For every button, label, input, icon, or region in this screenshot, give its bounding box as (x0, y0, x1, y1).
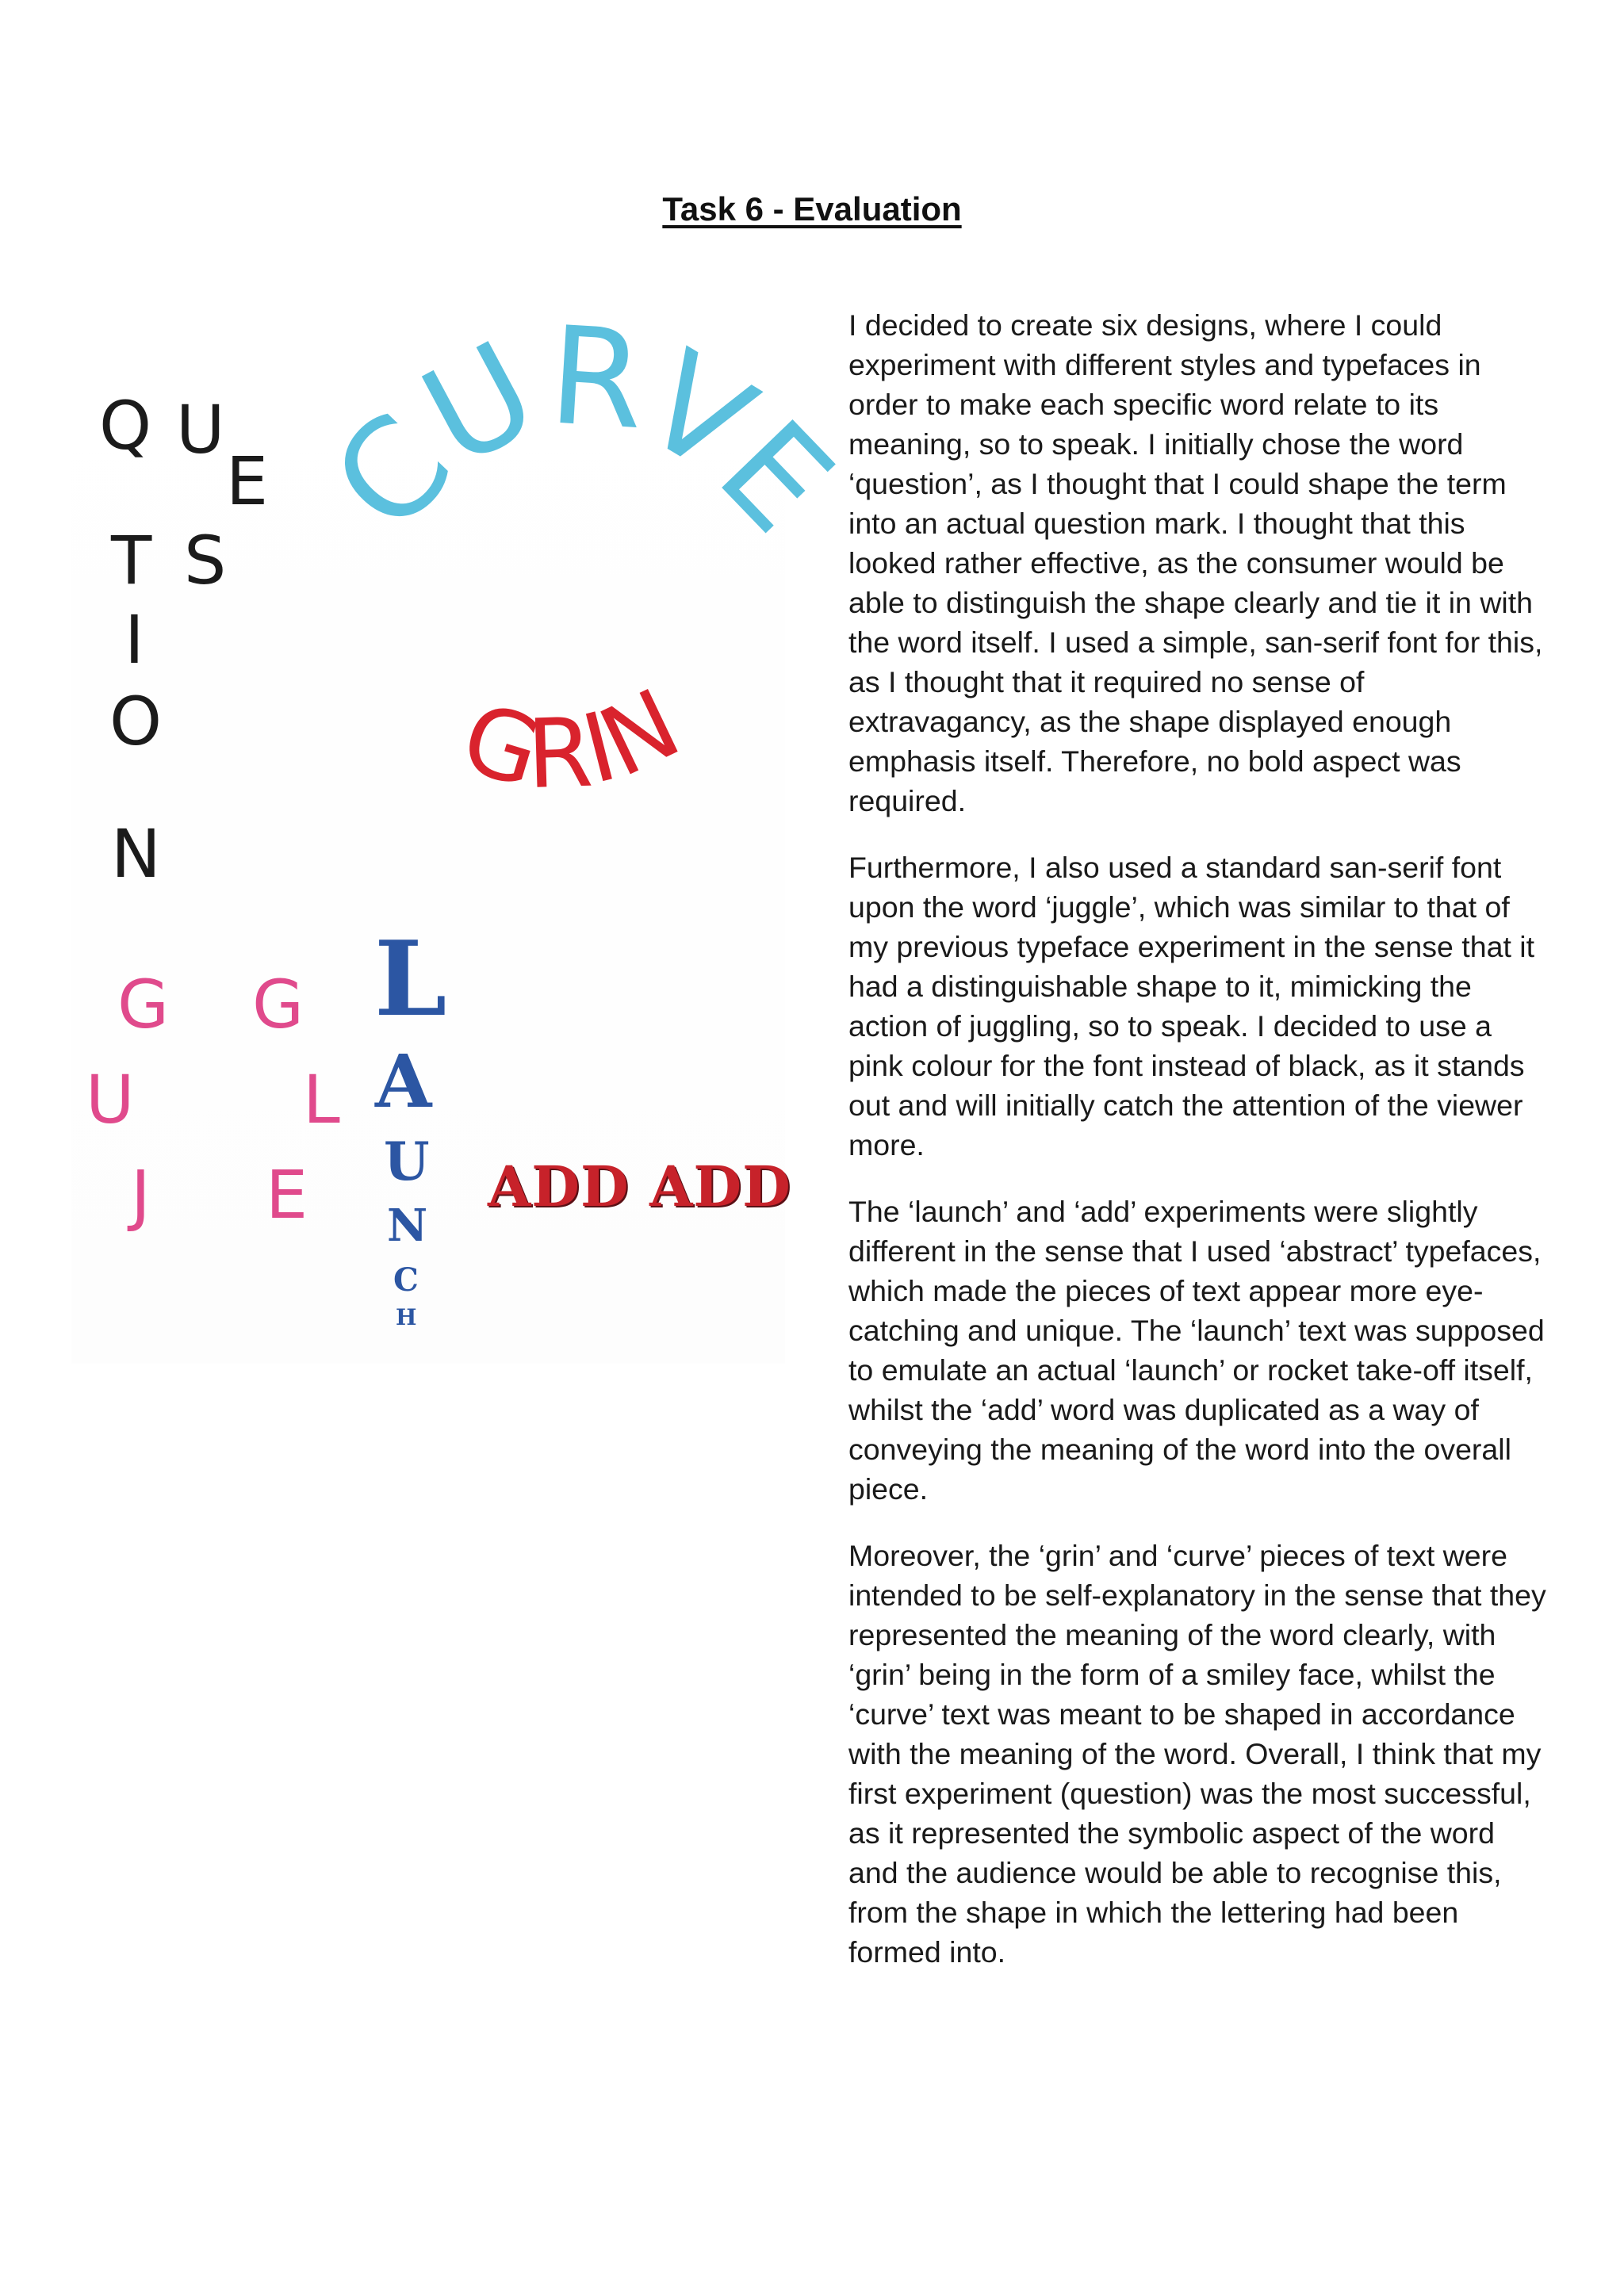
juggle-letter-u: U (86, 1061, 135, 1138)
question-letter-i: I (124, 601, 144, 679)
curve-word-art (303, 297, 862, 595)
launch-letter-l: L (374, 918, 447, 1039)
launch-letter-h: H (396, 1304, 417, 1330)
page-title: Task 6 - Evaluation (662, 190, 962, 228)
question-letter-q: Q (99, 387, 152, 465)
evaluation-text (848, 305, 1546, 1999)
grin-word-art (428, 668, 714, 856)
paragraph-question: I decided to create six designs, where I could experiment with different styles and typefaces in order to make each specific word relate to its meaning, so to speak. I initially chose the word ‘question’, as I thought that I could shape the term into an actual question mark. I thought that this looked rather effective, as the consumer would be able to distinguish the shape clearly and tie it in with the word itself. I used a simple, san-serif font for this, as I thought that it required no sense of extravagancy, as the shape displayed enough emphasis itself. Therefore, no bold aspect was required. (848, 308, 1543, 817)
grin-word-text (450, 669, 696, 811)
paragraph-juggle: Furthermore, I also used a standard san-serif font upon the word ‘juggle’, which was similar to that of my previous typeface experiment in the sense that it had a distinguishable shape to it, mimicking the action of juggling, so to speak. I decided to use a pink colour for the font instead of black, as it stands out and will initially catch the attention of the viewer more. (848, 851, 1535, 1161)
juggle-letter-j: J (131, 1156, 151, 1234)
launch-letter-u: U (384, 1131, 430, 1192)
paragraph-launch-add: The ‘launch’ and ‘add’ experiments were slightly different in the sense that I used ‘abstract’ typefaces, which made the pieces of text appear more eye-catching and unique. The ‘launch’ text was supposed to emulate an actual ‘launch’ or rocket take-off itself, whilst the ‘add’ word was duplicated as a way of conveying the meaning of the word into the overall piece. (848, 1195, 1545, 1506)
launch-letter-a: A (375, 1039, 432, 1124)
question-letter-u: U (176, 391, 225, 469)
add-word-art: ADD ADD (488, 1154, 791, 1219)
juggle-letter-e: E (266, 1156, 308, 1234)
curve-word-path: CURVE (303, 297, 862, 562)
question-letter-s: S (184, 522, 227, 599)
juggle-letter-g1: G (117, 966, 170, 1043)
question-letter-o: O (109, 683, 163, 760)
grin-word-path: GRIN (450, 668, 696, 811)
juggle-letter-l: L (303, 1061, 340, 1138)
paragraph-grin-curve: Moreover, the ‘grin’ and ‘curve’ pieces of text were intended to be self-explanatory in the sense that they represented the meaning of the word clearly, with ‘grin’ being in the form of a smiley face, whilst the ‘curve’ text was meant to be shaped in accordance with the meaning of the word. Overall, I think that my first experiment (question) was the most successful, as it represented the symbolic aspect of the word and the audience would be able to recognise this, from the shape in which the lettering had been formed into. (848, 1539, 1546, 1969)
launch-letter-c: C (393, 1261, 419, 1299)
question-letter-t: T (111, 522, 152, 599)
question-letter-e: E (226, 442, 269, 520)
juggle-letter-g2: G (252, 966, 304, 1043)
launch-letter-n: N (387, 1200, 428, 1252)
question-letter-n: N (111, 815, 161, 893)
